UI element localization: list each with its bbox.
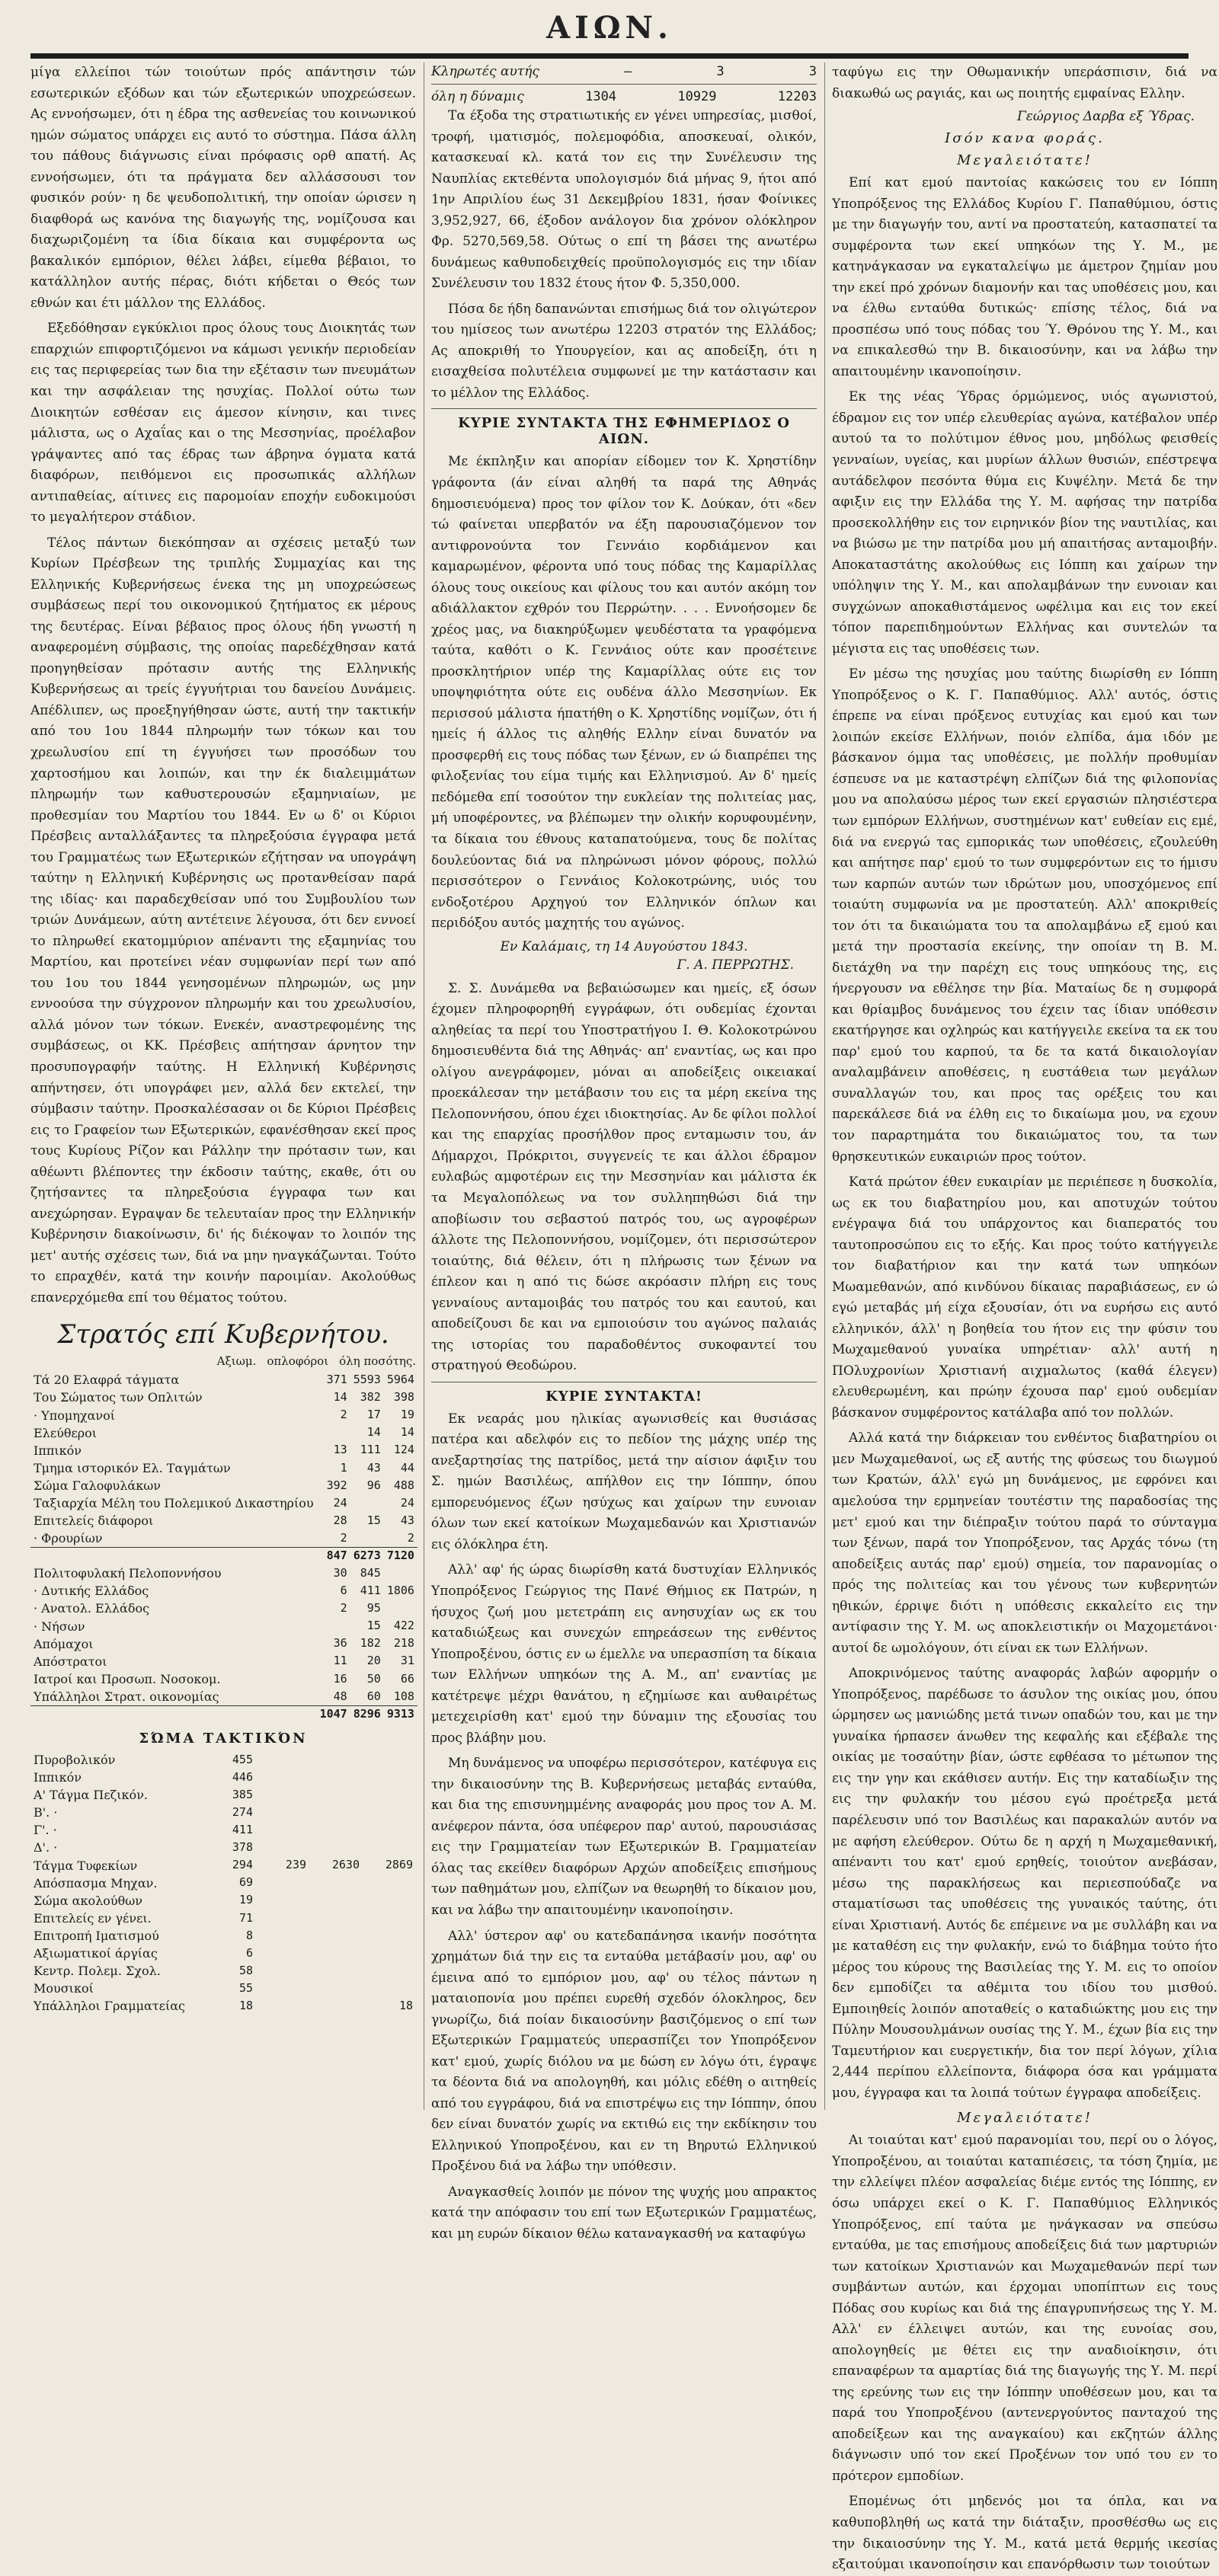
row-cell: — (624, 64, 632, 79)
table-cell: 50 (366, 1671, 381, 1686)
row-label: Πολιτοφυλακή Πελοποννήσου (34, 1566, 222, 1581)
table-cell: 69 (238, 1875, 253, 1890)
row-label: Τά 20 Ελαφρά τάγματα (34, 1373, 180, 1388)
table-row (30, 1477, 418, 1494)
table-cell (309, 1910, 363, 1927)
total-row (30, 1706, 418, 1723)
table-cell (256, 1910, 309, 1927)
table-cell: 43 (400, 1513, 414, 1527)
letter-signature: Γ. Α. ΠΕΡΡΩΤΗΣ. (677, 957, 794, 973)
row-label: · Ανατολ. Ελλάδος (34, 1601, 150, 1616)
table-cell: 2 (340, 1408, 347, 1422)
row-label: Υπάλληλοι Γραμματείας (34, 1999, 185, 2014)
table-cell (363, 1874, 416, 1892)
row-label: Τάγμα Τυφεκίων (34, 1858, 138, 1873)
table-cell: 411 (360, 1584, 381, 1597)
table-cell: 43 (366, 1460, 381, 1475)
table-cell (363, 1804, 416, 1821)
table-cell: 111 (360, 1443, 381, 1457)
table-cell: 14 (366, 1425, 381, 1440)
paragraph: Τέλος πάντων διεκόπησαν αι σχέσεις μεταξύ των Κυρίων Πρέσβεων της τριπλής Συμμαχίας και της Ελληνικής Κυβερνήσεως ένεκα της μη υποχρεώσεως συμβάσεως περί του οικονομικού ζητήματος εκ μέρους της δευτέρας. Είναι βέβαιος προς όλους ήδη γνωστή η αναφερομένη σύμβασις, της οποίας παρεδέχθησαν κατά προηγηθείσαν πρότασιν αυτής της Ελληνικής Κυβερνήσεως αι τρείς έγγυήτριαι του δανείου Δυνάμεις. Απέδλιπεν, ως προεξηγήθησαν ώστε, αυτή την τακτικήν από του 1ου 1844 πληρωμήν των τόκων και του χρεωλυσίου επί τη έγγυήσει των προσόδων του χαρτοσήμου και λοιπών, και την έκ διαλειμμάτων πληρωμήν των καθυστερουσών εξαμηνιαίων, με προθεσμίαν του Μαρτίου του 1844. Εν ω δ' οι Κύριοι Πρέσβεις ανταλλάξαντες τα πληρεξούσια έγγραφα μετά του Γραμματέως των Εξωτερικών εζήτησαν να υπογράψη ταύτην η Ελληνική Κυβέρνησις ως προτανθείσαν παρά της ιδίας· και παραδεχθείσαν υπό του Συμβουλίου των τριών Δυνάμεων, αύτη αντέτεινε λέγουσα, ότι δεν εννοεί το πληρωθεί εκατομμύριον απέναντι της εξαμηνίας του Μαρτίου, και προτείνει νέαν συμφωνίαν περί των από του 1ου του 1844 γενησομένων πληρωμών, ως μην εννοούσα την σύγχρονον πληρωμήν και του χρεωλυσίου, αλλά μόνον των τόκων. Ενεκέν, αναστρεφομένης της συμβάσεως, οι ΚΚ. Πρέσβεις απήτησαν άρνητον την προσυπογραφήν ταύτης. Η Ελληνική Κυβέρνησις απήντησεν, ότι υπογράφει μεν, αλλά δεν εκτελεί, την σύμβασιν ταύτην. Προσκαλέσασαν οι δε Κύριοι Πρέσβεις εις το Γραφείον των Εξωτερικών, εφανέσθησαν εκεί προς τους Κυρίους Ρίζον και Ράλλην την πρότασιν των, και αθέωντι βλέποντες την έκδοσιν ταύτης, εκαθε, ότι ου ζητήσαντες τα πληρεξούσια έγγραφα των και ανεχώρησαν. Εγραψαν δε τελευταίαν προς την Ελληνικήν Κυβέρνησιν διακοίνωσιν, δι' ής διέκοψαν το λοιπόν της μετ' αυτής σχέσεις των, διά να μην ηναγκάζωνται. Τούτο το επραχθέν, κατά την κοινήν παροιμίαν. Ακολούθως επανερχόμεθα επί του θέματος τούτου. (30, 535, 416, 1306)
row-label: Επιτελείς εν γένει. (34, 1910, 152, 1926)
table-cell (256, 1751, 309, 1769)
table-cell (350, 1529, 384, 1548)
row-label: Πυροβολικόν (34, 1752, 116, 1767)
table-cell (317, 1618, 350, 1635)
row-label: Του Σώματος των Οπλιτών (34, 1390, 203, 1405)
table-cell (256, 1769, 309, 1786)
table-cell (256, 1962, 309, 1980)
table-cell: 422 (393, 1619, 414, 1633)
table-cell: 5593 (353, 1373, 381, 1386)
table-row (30, 1635, 418, 1653)
row-label: Μουσικοί (34, 1981, 94, 1996)
table-row (30, 1980, 416, 1997)
row-label: Απόσπασμα Μηχαν. (34, 1875, 158, 1890)
row-label: Υπάλληλοι Στρατ. οικονομίας (34, 1689, 219, 1704)
table-cell: 9313 (384, 1706, 418, 1723)
row-label: Κληρωτές αυτής (431, 64, 539, 79)
row-cell: 3 (716, 64, 725, 79)
table-cell: 16 (333, 1671, 347, 1686)
table-cell: 371 (326, 1373, 347, 1386)
table-cell: 17 (366, 1408, 381, 1422)
table-row (30, 1910, 416, 1927)
row-cell: 1304 (585, 89, 617, 104)
table-row (30, 1494, 418, 1512)
table-cell: 2630 (331, 1858, 360, 1872)
table-cell: 20 (366, 1654, 381, 1668)
top-rule (30, 53, 1189, 59)
column-divider (824, 62, 825, 2110)
total-row (30, 1548, 418, 1564)
table-cell: 6 (245, 1945, 253, 1960)
table-cell (309, 1874, 363, 1892)
table-row (30, 1786, 416, 1804)
table-cell: 398 (393, 1390, 414, 1405)
total-force-row (431, 89, 817, 104)
row-label: · Δυτικής Ελλάδος (34, 1584, 149, 1599)
table-cell (363, 1839, 416, 1856)
table-cell (309, 1751, 363, 1769)
paragraph: Τα έξοδα της στρατιωτικής εν γένει υπηρεσίας, μισθοί, τροφή, ιματισμός, πολεμοφόδια, αποσκευαί, ολικόν, κατασκευαί κλ. κατά τον εις την Συνέλευσιν της Ναυπλίας εκτεθέντα υπολογισμόν διά μήνας 9, ήτοι από 1ην Απριλίου έως 31 Δεκεμβρίου 1831, ήσαν Φοίνικες 3,952,927, 66, έξοδον ανάλογον δια χρόνον ολόκληρον Φρ. 5270,569,58. Ούτως ο επί τη βάσει της ανωτέρω δυνάμεως καθυποδειχθείς προϋπολογισμός εις την ιδίαν Συνέλευσιν του 1832 έτους ήτον Φ. 5,350,000. (431, 108, 817, 292)
paragraph: Πόσα δε ήδη δαπανώνται επισήμως διά τον ολιγώτερον του ημίσεος των ανωτέρω 12203 στρατόν της Ελλάδος; Ας αποκριθή το Υπουργείον, και ας αποδείξη, ότι η εισαχθείσα πολυτέλεια συμφωνεί με την κατάστασιν και το μέλλον της Ελλάδος. (431, 301, 817, 401)
table-row (30, 1407, 418, 1424)
table-cell: 55 (238, 1980, 253, 1995)
table-row (30, 1839, 416, 1856)
row-label: Ταξιαρχία Μέλη του Πολεμικού Δικαστηρίου (34, 1496, 314, 1511)
row-label: Ελεύθεροι (34, 1425, 98, 1440)
paragraph: Αι τοιαύται κατ' εμού παρανομίαι του, περί ου ο λόγος, Υποπροξένου, αι τοιαύται καταπιέσεις, τα τόση ζημία, με την ελλείψει πλέον ασφαλείας διέμε εντός της Ιόππης, εν όσω υπάρχει εκεί ο Κ. Γ. Παπαθύμιος Ελληνικός Υποπρόξενος, επί ταύτα με ηνάγκασαν να σπεύσω ενταύθα, με τας επισήμους αποδείξεις διά των μαρτυριών των κατοίκων Χριστιανών και Μωχαμεθανών περί των συμβάντων αυτών, και έρχομαι υποπίπτων εις τους Πόδας σου κυρίως και διά της έπαγρυπνήσεως της Υ. Μ. Αλλ' εν έλλειψει αυτών, και της ευνοίας σου, απολογηθείς με θέτει εις την αναδιοίκησιν, ότι επαναφέρων τα αμαρτίας διά της διαγωγής της Υ. Μ. περί της ερεύνης των εις την Ιόππην υποθέσεων μου, και τα παρά του Υποπροξένου (αντενεργούντος πανταχού της αποδείξεων και της αναγκαίου) και εκζητών άλλης διάγνωσιν υπό τον εκεί Προξένων τον υπό του εν το πρότερον εμποδίων. (832, 2133, 1217, 2484)
separator (431, 408, 817, 409)
row-cell: 3 (808, 64, 817, 79)
table-cell: 14 (333, 1390, 347, 1405)
table-cell: 294 (232, 1858, 253, 1872)
paragraph: Εν μέσω της ησυχίας μου ταύτης διωρίσθη εν Ιόππη Υποπρόξενος ο Κ. Γ. Παπαθύμιος. Αλλ' αυτός, όστις έπρεπε να είναι πρόξενος ευτυχίας και εμού και των λοιπών εκείσε Ελλήνων, ποιόν ελπίδα, άμα ιδόν με βάσκανον όμμα τας υποθέσεις, με πολλήν προθυμίαν έσπευσε να με καταστρέψη ελπίζων διά της φιλοπονίας μου να απολαύσω μέρος των εκεί εργασιών πλησιέστερα των εμπόρων Ελλήνων, συστημένων κατ' ευθείαν εις εμέ, διά να ενεργώ τας εμπορικάς των υποθέσεις, εζουλεύθη και απήτησε παρ' εμού το των συμφερόντων εις το ήμισυ των καρπών αυτών των ιδρώτων μου, υποσχόμενος επί τοιαύτη συμφωνία να με προστατεύη. Αλλ' αποκριθείς τον ότι τα δικαιώματα του τα απολαμβάνω εξ εμού και μετά την προστασία εκείνης, την οποίαν τη Β. Μ. διετάχθη να την παρέχη εις τους υπηκόους της, εις ήνεργουσν να εθέλησε την βία. Ματαίως δε η συμφορά και θρίαμβος δυνάμενος του έχειν τας ίδιαν υπόθεσιν εκατήργησε και οχληρώς και κατήγγειλε εκείνα τα εκ του παρ' εμού του καρπού, τα δε τα κατά δικαιολογίαν αναλαμβάνειν αποθέσεις, η ευστάθεια των μεγάλων συναλλαγών του, και προς τας ορέξεις του και παρεκάλεσε διά να έλθη εις το δικαίωμα μου, να εχουν τον παραρτημάτα του δικαιώματος του, τα των θρησκευτικών ευκαιριών προς τούτον. (832, 666, 1217, 1165)
paragraph: Εξεδόθησαν εγκύκλιοι προς όλους τους Διοικητάς των επαρχιών επιφορτιζόμενοι να κάμωσι γενικήν περιοδείαν εις τας περιφερείας των δια την εξέτασιν των πνευμάτων και την ασφάλειαν της ησυχίας. Πολλοί ούτω των Διοικητών εσθέσαν εις άμεσον κίνησιν, και τινες μάλιστα, ως ο Αχαΐας και ο της Μεσσηνίας, προέλαβον γράψαντες από τας έδρας των άβρηνα όγματα κατά διαφόρων, πειθόμενοι εις προσωπικάς αλλήλων αντιπαθείας, αίτινες εις παρομοίαν εποχήν ευδοκιμούσι το μεγαλήτερον στάδιον. (30, 321, 416, 526)
letter-heading: ΚΥΡΙΕ ΣΥΝΤΑΚΤΑ! (546, 1388, 702, 1405)
separator (431, 84, 817, 85)
table-cell (363, 1962, 416, 1980)
table-cell (256, 1786, 309, 1804)
table-cell: 14 (400, 1425, 414, 1440)
table-row (30, 1424, 418, 1442)
paragraph: μίγα ελλείποι τών τοιούτων πρός απάντησιν τών εσωτερικών εξόδων και τών εξωτερικών υποχρεώσεων. Ας εννοήσωμεν, ότι η έδρα της ασθενείας του κοινωνικού ημών σώματος υπάρχει εις αυτό το σύστημα. Πάσα άλλη του πάθους διάγνωσις είναι πρόφασις ορθ απατή. Ας εννοήσωμεν, ότι τα πράγματα δεν αλλάσσουσι τον φυσικόν ρούν· η δε ψευδοπολιτική, την οποίαν ώρισεν η διαφθορά ως κανόνα της διαγωγής της, νομίζουσα και διαχωριζομένη τα ίδια δίκαια και συμφέροντα ως βακαλικόν εμπόριον, θέλει λάβει, είμεθα βέβαιοι, το κατάλληλον αυτής πέρας, διότι κήδεται ο Θεός των εθνών και έτι μάλλον της Ελλάδος. (30, 65, 416, 311)
table-cell (309, 1769, 363, 1786)
table-cell: 5964 (386, 1373, 414, 1386)
table-cell (317, 1424, 350, 1442)
table-cell: 2 (407, 1530, 414, 1545)
table-cell: 455 (232, 1752, 253, 1766)
paragraph: Σ. Σ. Δυνάμεθα να βεβαιώσωμεν και ημείς, εξ όσων έχομεν πληροφορηθή εγγράφων, ότι ουδεμίας έχονται αληθείας τα περί του Υποστρατήγου Ι. Θ. Κολοκοτρώνου δημοσιευθέντα διά της Αθηνάς· απ' εναντίας, ως και προ ολίγου ανεγράφομεν, μόναι αι αποδείξεις οικειακαί προεκάλεσαν την μετάβασιν του εις τα μέρη εκείνα της Πελοποννήσου, όπου έχει ιδιοκτησίας. Αν δε φίλοι πολλοί και της επαρχίας προσήλθον προς ενταμωσιν του, άν Δήμαρχοι, Πρόκριτοι, συγγενείς τε και άλλοι έδραμον ευλαβώς αμφοτέρων εις την Μεσσηνίαν και μάλιστα έκ τα Μεγαλοπόλεως να τον συλληπηθώσι διά την αποβίωσιν του σεβαστού πατρός του, ως αγροφέρων άλλοτε της Πελοποννήσου, νομίζομεν, ότι περισσώτερον τοιαύτης, διά θέλειν, ότι η πλήρωσις των ξένων να έπλεον και η από τις δώσε ακρόασιν πλήρη εις τους γενναίους ανταμοιβάς του πατρός του και εαυτού, και αποδείζουσι δε και να εμποιούσιν του αγώνος παλαιάς της ιστορίας του παραδοθέντος συκοφαντεί του στρατηγού Θεοδώρου. (431, 980, 817, 1374)
paragraph: Με έκπληξιν και απορίαν είδομεν τον Κ. Χρηστίδην γράφοντα (άν είναι αληθή τα παρά της Αθηνάς δημοσιευόμενα) προς τον φίλον τον Κ. Δούκαν, ότι «δεν τώ φαίνεται υπερβατόν να έξη παρουσιαζόμενον τον αντιφρονούντα τον Γεννάιο κορδιάμενον και καμαρωμένον, φέροντα υπό τους πόδας της Καμαρίλλας όλους τους οικείους και φίλους του και αυτόν ακόμη τον αδιάλλακτον εχθρόν του Περρώτην. . . . Εννοήσομεν δε χρέος μας, να διακηρύξωμεν ψευδέστατα τα γραφόμενα ταύτα, καθότι ο Κ. Γεννάιος ούτε καν προσέτεινε προσκλητήριον υπέρ της Καμαρίλλας ούτε εις τον υποψηφιότητα ούτε εις ουδένα άλλο Μεσσηνίων. Εκ περισσού μάλιστα ήπατήθη ο Κ. Χρηστίδης νομίζων, ότι ή ημείς ή άλλος τις αληθής Ελλην είναι δυνατόν να προσφερθή εις τους πόδας των ξένων, εν ώ διαπρέπει της φιλοξενίας του είμα τιμής και Ελληνισμού. Αν δ' ημείς πεδόμεθα επί τοσούτον την ευκλείαν της πολιτείας μας, μή υποφέροντες, να βλέπωμεν την ολικήν κορυφουμένην, τα δίκαια του έθνους καταπατούμενα, τους δε πολίτας δουλεύοντας διά να πληρώνωσι μόνον φόρους, πολλώ περισσότερον ο Γεννάιος Κολοκοτρώνης, υιός του ενδοξοτέρου Αρχηγού τον Ελληνικόν όπλων και περιδόξου αυτός μαχητής του αγώνος. (431, 454, 817, 932)
table-cell (309, 1804, 363, 1821)
table-row (30, 1688, 418, 1706)
table-row (30, 1512, 418, 1529)
table-cell: 446 (232, 1769, 253, 1784)
table-cell: 1 (340, 1460, 347, 1475)
table-row (30, 1874, 416, 1892)
column-2 (431, 62, 817, 2242)
table-cell (363, 1786, 416, 1804)
table-cell (363, 1980, 416, 1997)
table-cell (256, 1945, 309, 1962)
table-row (30, 1564, 418, 1582)
row-label: όλη η δύναμις (431, 89, 524, 104)
table-cell (256, 1980, 309, 1997)
table-cell: 95 (366, 1601, 381, 1616)
table-cell (363, 1892, 416, 1910)
table-cell (256, 1927, 309, 1945)
table-cell: 96 (366, 1478, 381, 1492)
table-cell: 6273 (350, 1548, 384, 1564)
table-cell (256, 1821, 309, 1839)
table-cell: 71 (238, 1910, 253, 1925)
table-cell: 385 (232, 1787, 253, 1801)
paragraph: Επί κατ εμού παντοίας κακώσεις του εν Ιόππη Υποπρόξενος της Ελλάδος Κυρίου Γ. Παπαθύμιου, όστις με την διαγωγήν του, αντί να προστατεύη, κατασπατεί τα συμφέροντα των εκεί υπηκόων της Υ. Μ., με κατηνάγκασαν να εγκαταλείψω με άμετρον ζημίαν μου την εκεί πρό χρόνων διαμονήν και τας υποθέσεις μου, και να έλθω ενταύθα δυτικώς· επίσης τέλος, διά να προσπέσω υπό τους πόδας του Ύ. Θρόνου της Υ. Μ., και να επικαλεσθώ την Β. δικαιοσύνην, και να λάβω την απαιτουμένην ικανοποίησιν. (832, 175, 1217, 379)
paragraph: Μη δυνάμενος να υποφέρω περισσότερον, κατέφυγα εις την δικαιοσύνην της Β. Κυβερνήσεως μεταβάς ενταύθα, και δια της επισυνημμένης αναφοράς μου προς τον Α. Μ. ανέφερον πάντα, όσα υπέφερον παρ' αυτού, παρουσιάσας εις την Γραμματείαν των Εξωτερικών Β. Γραμματείαν όλας τας εκείθεν διαφόρων Αρχών αποδείξεις επισήμους των παθημάτων μου, ελπίζων να θεωρηθή το δίκαιον μου, και να λάβω την απαιτουμένην ικανοποίησιν. (431, 1756, 817, 1918)
row-label: Απόμαχοι (34, 1636, 94, 1651)
paragraph: Αναγκασθείς λοιπόν με πόνον της ψυχής μου απρακτος κατά την απόφασιν του επί των Εξωτερικών Γραμματέως, και μη ευρών δίκαιον θέλω καταναγκασθή να καταφύγω (431, 2184, 817, 2242)
row-cell: 10929 (677, 89, 717, 104)
table-cell: 31 (400, 1654, 414, 1668)
table-row (30, 1857, 416, 1874)
table-cell (309, 1927, 363, 1945)
table-cell: 19 (238, 1893, 253, 1907)
column-1 (30, 62, 416, 2110)
table-cell (309, 1821, 363, 1839)
header-cell: Αξιωμ. (216, 1354, 257, 1369)
row-label: Ιατροί και Προσωπ. Νοσοκομ. (34, 1671, 221, 1686)
row-label: Επιτελείς διάφοροι (34, 1513, 154, 1529)
row-label: Επιτροπή Ιματισμού (34, 1929, 159, 1943)
table-cell (384, 1600, 418, 1617)
table-row (30, 1945, 416, 1962)
table-cell: 18 (238, 1999, 253, 2013)
paragraph: Εκ της νέας Ύδρας όρμώμενος, υιός αγωνιστού, έδραμον εις τον υπέρ ελευθερίας αγώνα, κατέβαλον υπέρ αυτού τα το πολύτιμον έθνος μου, μηδόλως φεισθείς γενναίων, υγείας, και μυρίων άλλων θυσιών, επέστρεψα αυτάδελφον πεσόντα θύμα εις Κυψέλην. Μετά δε την αφιξιν εις την Ελλάδα της Υ. Μ. αφήσας την πατρίδα προσεκολλήθην εις τον ειρηνικόν βίον της ναυτιλίας, και να βιώσω με την πατρίδα μου μή απαιτήσας ανταμοιβήν. Αποκαταστάτης ακολούθως εις Ιόππη και χαίρων την υπόληψιν της Υ. Μ., και απολαμβάνων την ευνοιαν και συγχώνων αποκαθιστάμενος ωφέλιμα και εις τον εκεί τόπον παρεπιδημούντων Ελλήνας και συντελών τα μέγιστα εις τας υποθέσεις των. (832, 389, 1217, 657)
table-cell (363, 1769, 416, 1786)
table-cell (309, 1980, 363, 1997)
table-cell: 847 (317, 1548, 350, 1564)
letter-date: Εν Καλάμαις, τη 14 Αυγούστου 1843. (500, 938, 748, 954)
table-cell (350, 1494, 384, 1512)
table-cell: 19 (400, 1408, 414, 1422)
table-cell (384, 1564, 418, 1582)
row-label: Τμημα ιστορικόν Ελ. Ταγμάτων (34, 1460, 231, 1475)
table-cell: 845 (360, 1565, 381, 1580)
table-cell: 2 (340, 1530, 347, 1545)
table-cell (30, 1706, 317, 1723)
klirotes-row (431, 64, 817, 79)
table-row (30, 1389, 418, 1406)
table-cell (256, 1997, 309, 2015)
table-cell: 1806 (386, 1584, 414, 1597)
table-cell: 28 (333, 1513, 347, 1527)
army-table-header (30, 1354, 416, 1368)
row-label: Κεντρ. Πολεμ. Σχολ. (34, 1964, 161, 1979)
table-row (30, 1618, 418, 1635)
table-cell (363, 1910, 416, 1927)
table-cell: 44 (400, 1460, 414, 1475)
paragraph: Κατά πρώτον έθεν ευκαιρίαν με περιέπεσε η δυσκολία, ως εκ του διαβατηρίου μου, και αποτυχών τούτου ενέγραψα διά του υπάρχοντος και διαπερατός του ταυτοπροσώπου εις το εξής. Και προς τούτο κατήγγειλε τον διαβατήριον και την κατά των υπηκόων Μωαμεθανών, από κινδύνου δίκαιας παραβιάσεως, εν ώ εγώ μεταβάς μή είχα εξουσίαν, ότι να ευρήσω εις αυτό ελληνικόν, άλλ' η βοηθεία του ήτον εις την φύσιν του Μωχαμεθανού γυναίκα υπηρέτιαν· αλλ' αυτή η ΠΟλυχρονίων Χριστιανή αιχμαλωτος (καθά έλεγεν) ελευθερωμένη, και πρώην έχουσα παρ' εμού ουδεμίαν βάσκανον συμφέροντος κατάλαβα από τον πολλών. (832, 1175, 1217, 1421)
table-cell: 108 (393, 1689, 414, 1703)
table-cell: 239 (285, 1858, 306, 1872)
table-cell: 2 (340, 1601, 347, 1616)
row-label: Σώμα Γαλοφυλάκων (34, 1478, 161, 1493)
table-cell (309, 1962, 363, 1980)
table-row (30, 1997, 416, 2015)
letter-heading: ΚΥΡΙΕ ΣΥΝΤΑΚΤΑ ΤΗΣ ΕΦΗΜΕΡΙΔΟΣ Ο ΑΙΩΝ. (458, 415, 790, 448)
table-cell (363, 1821, 416, 1839)
table-cell: 15 (366, 1513, 381, 1527)
row-label: Ιππικόν (34, 1770, 82, 1785)
table-cell: 1047 (317, 1706, 350, 1723)
table-cell: 6 (340, 1584, 347, 1597)
table-cell: 24 (400, 1495, 414, 1510)
table-cell: 11 (333, 1654, 347, 1668)
table-row (30, 1821, 416, 1839)
table-cell: 392 (326, 1478, 347, 1492)
row-label: · Υπομηχανοί (34, 1408, 115, 1423)
row-label: Αξιωματικοί άργίας (34, 1946, 158, 1961)
table-row (30, 1371, 418, 1389)
table-cell (256, 1839, 309, 1856)
table-cell: 18 (398, 1999, 413, 2013)
row-label: Σώμα ακολούθων (34, 1893, 142, 1908)
table-cell (363, 1751, 416, 1769)
row-label: · Φρουρίων (34, 1531, 103, 1546)
table-cell (256, 1804, 309, 1821)
row-label: Α' Τάγμα Πεζικόν. (34, 1788, 148, 1803)
table-cell: 8 (245, 1928, 253, 1942)
table-row (30, 1582, 418, 1600)
table-cell: 15 (366, 1619, 381, 1633)
row-label: Δ'. · (34, 1840, 58, 1855)
table-cell (309, 1839, 363, 1856)
table-cell: 378 (232, 1840, 253, 1855)
table-row (30, 1459, 418, 1477)
table-cell: 13 (333, 1443, 347, 1457)
table-row (30, 1804, 416, 1821)
table-cell: 218 (393, 1636, 414, 1651)
row-label: Γ'. · (34, 1823, 57, 1838)
paragraph: Αλλ' ύστερον αφ' ου κατεδαπάνησα ικανήν ποσότητα χρημάτων διά την εις τα ενταύθα μετάβασίν μου, αφ' ου έμεινα από το εμπόριον μου, αφ' ου τέλος πάντων η ματαιοπονία μου πρέπει ευρεθή σχεδόν όλοκληρος, δεν γνωρίζω, διά ποίαν δικαιοσύνην βασιζόμενος ο επί των Εξωτερικών Γραμματεύς υπερασπίζει τον Υποπρόξενον κατ' εμού, χωρίς διόλου να με δώση εν λόγω ότι, έγραψε τα δέοντα διά να απολογηθή, και μόλις εδέθη ο αιτηθείς από του εγγράφου, διά να επιστρέψω εις την Ιόππην, όπου δεν είναι δυνατόν χωρίς να εκτιθώ εις την εκδίκησιν του Ελληνικού Υποπροξένου, και εν τη Βηρυτώ Ελληνικού Προξένου διά να λάβω την υπόθεσιν. (431, 1928, 817, 2175)
table-row (30, 1751, 416, 1769)
table-row (30, 1927, 416, 1945)
table-row (30, 1962, 416, 1980)
column-3 (832, 62, 1217, 2573)
table-cell: 8296 (350, 1706, 384, 1723)
paragraph: Εκ νεαράς μου ηλικίας αγωνισθείς και θυσιάσας πατέρα και αδελφόν εις το πεδίον της μάχης υπέρ της ανεξαρτησίας της πατρίδος, μετά την αίσιον άφιξιν του Σ. ημών Βασιλέως, απήλθον εις την Ιόππην, όπου εμπορευόμενος έζων ησύχως και χαίρων την ευνοιαν όλων των εκεί κατοίκων Μωχαμεδανών και Χριστιανών εις όλόκληρα έτη. (431, 1411, 817, 1552)
paragraph: Αλλά κατά την διάρκειαν του ενθέντος διαβατηρίου οι μεν Μωχαμεθανοί, ως εξ αυτής της φύσεως του διωγμού των Κρατών, άλλ' εγώ μη δυνάμενος, με εφρόνει και αμελούσα την ερμηνείαν τουτέστιν της παραδοσίας της μετ' εμού και την διέπραξιν τούτου παρά το σύνταγμα των ξένων, παρά τον Υποπρόξενον, τας Αρχάς τόνω (τη αποδείξεις αυτάς παρ' εμού) σημεία, τον παρανομίας ο πρός της πολιτείας και του γένους των κυβερνητών ηθικών, έρριψε διότι η υπόθεσις εκκαλείτο εις την αντίφασιν της Υ. Μ. ως αποκλειστικήν οι Μαχομετάνοι· αυτοί δε ωμολόγουν, ότι είναι εκ των Ελλήνων. (832, 1430, 1217, 1656)
paragraph: Επομένως ότι μηδενός μοι τα όπλα, και να καθυποβληθή ως κατά την διάταξιν, προσθέσθω ως εις την δικαιοσύνην της Υ. Μ., κατά μετά θερμής ικεσίας εξαιτούμαι ικανοποίησιν και επανόρθωσιν των τοιούτων (832, 2494, 1217, 2573)
table-cell: 48 (333, 1689, 347, 1703)
paragraph: Αλλ' αφ' ής ώρας διωρίσθη κατά δυστυχίαν Ελληνικός Υποπρόξενος Γεώργιος της Πανέ Θήμιος εκ Πατρών, η ήσυχος ζωή μου μετετράπη εις ανησυχίαν ως εκ του καταδιώξεως και συνεχών επηρεάσεων της ενθέντος Υποπροξένου, όστις εν ω έμελλε να υπερασπίση τα δίκαια των Ελλήνων υπηκόων της Α. Μ., απ' εναντίας με κατέτρεψε μέχρι θανάτου, η εζημίωσε και αυθαιρέτως μετεχειρίσθη κατ' εμού την δύναμιν της εξουσίας του προς βλάβην μου. (431, 1562, 817, 1746)
header-cell: οπλοφόροι (267, 1354, 329, 1369)
table-row (30, 1600, 418, 1617)
table-cell (363, 1927, 416, 1945)
paragraph: Αποκρινόμενος ταύτης αναφοράς λαβών αφορμήν ο Υποπρόξενος, παρέδωσε το άσυλον της οικίας μου, όπου ώρμησεν ως μανιώδης μετά τινων οπαδών του, και με την γυναίκα ήρπασεν άνωθεν της κεφαλής και εξέβαλε της οικίας με τοσαύτην βίαν, ώστε εφθέασα το μέτωπον της εις την γην και εκάθισεν αυτήν. Εις την καταδίωξιν της εις την φυλακήν του μέσου εγώ προέτρεξα μετά παρέλευσιν υπό τον Βασιλέως και παρακαλών αυτόν να με αφήση ελεύθερον. Ούτω δε η αρχή η Μωχαμεθανική, απέναντι του κατ' εμού ερηθείς, τοιούτον ανεβάσαν, μέσω της παρακλήσεως και περιεσπούδαζε να σταματίσωσι τας υποθέσεις της γυναικός ταύτης, ότι είναι Χριστιανή. Αυτός δε επέμεινε να με συλλάβη και να με καταθέση εις την φυλακήν, ενώ το διάβημα τούτο ήτο μέρος του κύρους της Βασιλείας της Υ. Μ. εις το οποίον δεν εμποδίζει τα αθέμιτα του ιδίου του μισθού. Εμποιηθείς λοιπόν αποταθείς ο καταδιώκτης μου εις την Πύλην Μουσουλμάνων ουσίας της Υ. Μ., έχων βία εις την Ταμευτήριον και ευεργετικήν, δια τον περί λόγων, χίλια 2,444 περίπου ελλείποντα, διάφορα όσα και γράμματα μου, έγγραφα και τα λοιπά τούτων έγγραφα αποδείξεις. (832, 1666, 1217, 2101)
table-cell: 7120 (384, 1548, 418, 1564)
table-cell: 30 (333, 1565, 347, 1580)
table-cell (256, 1874, 309, 1892)
table-cell: 274 (232, 1804, 253, 1819)
row-cell: 12203 (777, 89, 817, 104)
table-cell (309, 1997, 363, 2015)
table-cell (363, 1945, 416, 1962)
table-cell: 2869 (385, 1858, 413, 1872)
table-row (30, 1670, 418, 1688)
table-cell: 60 (366, 1689, 381, 1703)
army-table-title: Στρατός επί Κυβερνήτου. (57, 1319, 389, 1350)
table-row (30, 1442, 418, 1459)
table-cell (256, 1892, 309, 1910)
table-row (30, 1653, 418, 1670)
tactical-table (30, 1751, 416, 2015)
salutation: Μεγαλειότατε! (957, 152, 1093, 169)
table-cell (309, 1786, 363, 1804)
row-label: Ιππικόν (34, 1443, 82, 1458)
paragraph: ταφύγω εις την Οθωμανικήν υπεράσπισιν, διά να διακωθώ ως ραγιάς, και ως ποιητής εμφαίνας Ελλην. (832, 65, 1217, 101)
table-cell: 24 (333, 1495, 347, 1510)
masthead: ΑΙΩΝ. (546, 10, 673, 46)
table-cell: 411 (232, 1823, 253, 1836)
table-cell: 58 (238, 1963, 253, 1977)
row-label: · Νήσων (34, 1619, 85, 1634)
header-cell: όλη ποσότης. (339, 1354, 416, 1369)
row-label: Απόστρατοι (34, 1654, 107, 1669)
table-cell: 488 (393, 1478, 414, 1492)
copy-title: Ισόν κανα φοράς. (945, 130, 1105, 147)
table-cell: 382 (360, 1390, 381, 1405)
table-cell: 66 (400, 1671, 414, 1686)
table-cell (30, 1548, 317, 1564)
table-cell: 124 (393, 1443, 414, 1457)
table-row (30, 1769, 416, 1786)
letter-signature: Γεώργιος Δαρβα εξ Ύδρας. (1016, 109, 1195, 125)
table-row (30, 1529, 418, 1548)
table-cell: 36 (333, 1636, 347, 1651)
table-cell (309, 1945, 363, 1962)
table-cell (309, 1892, 363, 1910)
table-row (30, 1892, 416, 1910)
tactical-corps-title: ΣΏΜΑ ΤΑΚΤΙΚΌΝ (139, 1730, 308, 1747)
row-label: Β'. · (34, 1805, 58, 1820)
table-cell: 182 (360, 1636, 381, 1651)
army-table (30, 1371, 418, 1723)
salutation: Μεγαλειότατε! (957, 2110, 1093, 2127)
